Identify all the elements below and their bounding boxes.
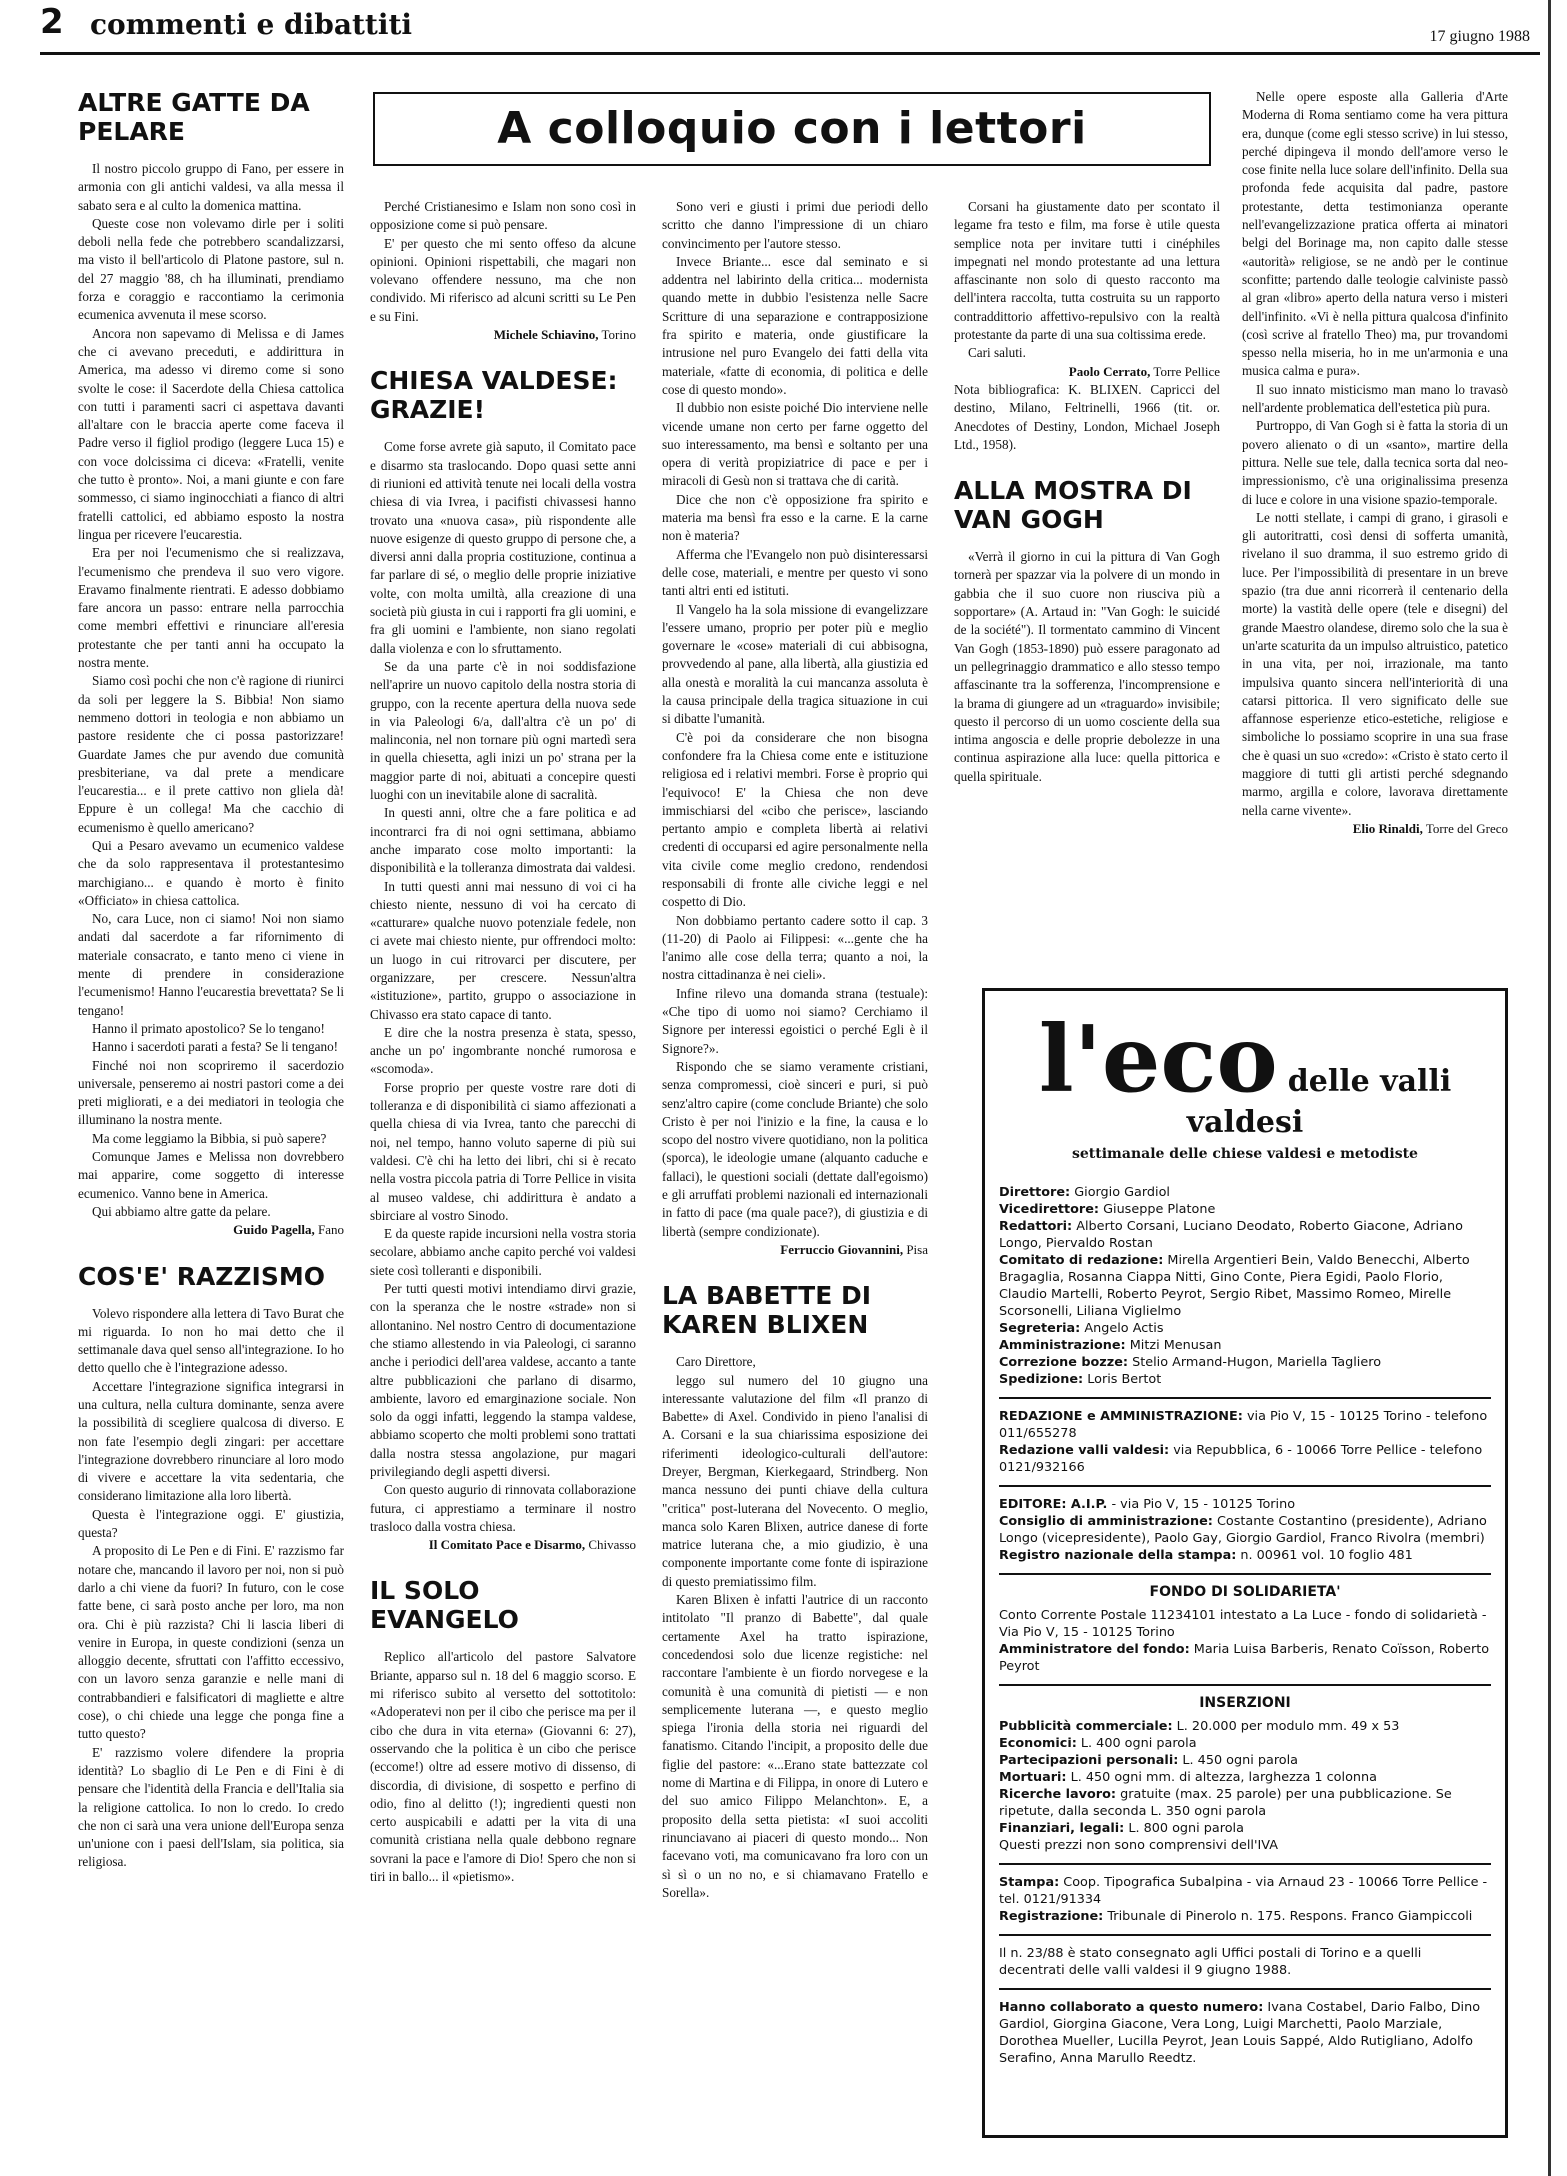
- paragraph: Queste cose non volevamo dirle per i soliti deboli nella fede che potrebbero scandalizzarsi, ma visto il bell'articolo di Platone pastore, sul n. del 27 maggio '88, ch ha illuminati, prendiamo forza e coraggio e raccontiamo la cerimonia ecumenica avvenuta il mese scorso.: [78, 215, 344, 323]
- info-row: Conto Corrente Postale 11234101 intestato a La Luce - fondo di solidarietà - Via Pio V, 15 - 10125 Torino: [999, 1608, 1487, 1640]
- paragraph: Invece Briante... esce dal seminato e si addentra nel labirinto della critica... modernista quando mette in dubbio l'esistenza nelle Sacre Scritture di una separazione e contrapposizione fra spirito e materia, onde giustificare la intrusione nel puro Evangelo dei fatti della vita materiale, «fatte di economia, di politica e delle cose di questo mondo».: [662, 253, 928, 397]
- paragraph: «Verrà il giorno in cui la pittura di Van Gogh tornerà per spazzar via la polvere di un mondo in gabbia che il suo cuore non riusciva più a sopportare» (A. Artaud in: "Van Gogh: le suicidé de la société"). Il tormentato cammino di Vincent Van Gogh (1853-1890) può essere paragonato ad un pellegrinaggio drammatico e allo stesso tempo affascinante tra la sofferenza, l'incomprensione e la brama di giungere ad un «traguardo» invisibile; questo il percorso di un uomo cosciente della sua intima angoscia e delle proprie debolezze in una continua aspirazione alla luce: quella pittorica e quella spirituale.: [954, 549, 1220, 784]
- bibliographic-note: Nota bibliografica: K. BLIXEN. Capricci del destino, Milano, Feltrinelli, 1966 (tit. or. Anecdotes of Destiny, London, Michael Joseph Ltd., 1958).: [954, 381, 1220, 452]
- paragraph: Afferma che l'Evangelo non può disinteressarsi delle cose, materiali, e mentre per questo vi sono tanti altri enti ed istituti.: [662, 546, 928, 599]
- article-body-gatte: [78, 160, 344, 1221]
- paragraph: Nelle opere esposte alla Galleria d'Arte Moderna di Roma sentiamo come ha vera pittura era, dunque (come egli stesso scrive) in lui stesso, perché dipingeva il mondo dell'amore verso le cose finite nella luce solare dell'infinito. Della sua profonda fede acquisita dal padre, pastore protestante, detta testimonianza operante nell'evangelizzazione pratica offerta ai minatori belgi del Borinage ma, non capito dalle stesse «autorità» religiose, se ne andò per le continue sconfitte; partendo dalle teologie calviniste passò al gran «libro» aperto della natura verso i misteri dell'infinito. «Vi è nella pittura qualcosa d'infinito (così scrive al fratello Theo) ma, pur trovandomi spesso nella miseria, ho in me un'armonia e una musica calma e pura».: [1242, 89, 1508, 379]
- info-row: Questi prezzi non sono comprensivi dell'IVA: [999, 1838, 1278, 1853]
- staff-row: Amministrazione: Mitzi Menusan: [999, 1338, 1222, 1353]
- page-edge-line: [1548, 0, 1551, 2176]
- paragraph: Per tutti questi motivi intendiamo dirvi grazie, con la speranza che le nostre «strade» non si allontanino. Nel nostro Centro di documentazione che stiamo allestendo in via Paleologi, ci saranno anche i periodici dell'area valdese, accanto a tante altre pubblicazioni che parlano di disarmo, ambiente, lavoro ed emarginazione sociale. Non solo da oggi infatti, leggendo la stampa valdese, abbiamo scoperto che molti problemi sono trattati dalla nostra stessa angolazione, pur magari privilegiando degli aspetti diversi.: [370, 1281, 636, 1479]
- paragraph: No, cara Luce, non ci siamo! Noi non siamo andati dal sacerdote a far rifornimento di materiale consacrato, e tanto meno ci viene in mente di prendere in considerazione l'ecumenismo! Hanno l'eucarestia brevettata? Se li tengano!: [78, 911, 344, 1018]
- info-row: REDAZIONE e AMMINISTRAZIONE: via Pio V, 15 - 10125 Torino - telefono 011/655278: [999, 1409, 1488, 1441]
- info-row: Amministratore del fondo: Maria Luisa Barberis, Renato Coïsson, Roberto Peyrot: [999, 1642, 1490, 1674]
- signature-evangelo: Ferruccio Giovannini, Pisa: [780, 1241, 928, 1257]
- paragraph: Accettare l'integrazione significa integrarsi in una cultura, nella cultura dominante, senza avere la possibilità di scegliere qualcosa di diverso. E non fate l'esempio degli zingari: per accettare l'integrazione dovrebbero rinunciare al loro modo di vivere e accettare la vita sedentaria, che considerano limitazione alla loro libertà.: [78, 1378, 344, 1504]
- signature-col2top: Michele Schiavino, Torino: [493, 327, 636, 343]
- article-title-evangelo: IL SOLO EVANGELO: [370, 1576, 519, 1635]
- staff-row: Comitato di redazione: Mirella Argentieri Bein, Valdo Benecchi, Alberto Bragaglia, Rosanna Ciappa Nitti, Gino Conte, Piera Egidi, Paolo Florio, Claudio Martelli, Roberto Peyrot, Sergio Ribet, Massimo Romeo, Mirelle Scorsonelli, Liliana Viglielmo: [999, 1253, 1470, 1319]
- fondo-title: FONDO DI SOLIDARIETA': [1149, 1584, 1341, 1600]
- paragraph: Qui abbiamo altre gatte da pelare.: [92, 1203, 271, 1219]
- column-2: [370, 198, 636, 2148]
- paragraph: Perché Cristianesimo e Islam non sono così in opposizione come si può pensare.: [370, 199, 636, 233]
- paragraph: Volevo rispondere alla lettera di Tavo Burat che mi riguarda. Io non ho mai detto che il settimanale dava quel senso all'integrazione. Io ho detto quello che è l'integrazione adesso.: [78, 1305, 344, 1376]
- paragraph: E' per questo che mi sento offeso da alcune opinioni. Opinioni rispettabili, che magari non volevano offendere nessuno, ma che non condivido. Mi riferisco ad alcuni scritti su Le Pen e su Fini.: [370, 235, 636, 324]
- info-row: Ricerche lavoro: gratuite (max. 25 parole) per una pubblicazione. Se ripetute, dalla seconda L. 350 ogni parola: [999, 1787, 1452, 1819]
- article-body-evangelo-part1: [370, 1648, 636, 1886]
- article-body-vangogh-part1: [954, 548, 1220, 786]
- staff-row: Redattori: Alberto Corsani, Luciano Deodato, Roberto Giacone, Adriano Longo, Piervaldo Rostan: [999, 1219, 1463, 1251]
- stampa-info: [999, 1874, 1491, 1925]
- article-body-vangogh-part2: [1242, 88, 1508, 820]
- editore-info: [999, 1496, 1491, 1564]
- staff-row: Spedizione: Loris Bertot: [999, 1372, 1162, 1387]
- paragraph: Qui a Pesaro avevamo un ecumenico valdese che da solo rappresentava il protestantesimo marchigiano... e quando è morto è finito «Officiato» in chiesa cattolica.: [78, 837, 344, 908]
- redazione-info: [999, 1408, 1491, 1476]
- info-row: Redazione valli valdesi: via Repubblica, 6 - 10066 Torre Pellice - telefono 0121/932166: [999, 1443, 1483, 1475]
- inserzioni-title: INSERZIONI: [1199, 1695, 1291, 1711]
- collaboratori: Hanno collaborato a questo numero: Ivana Costabel, Dario Falbo, Dino Gardiol, Giorgina Giacone, Vera Long, Luigi Marchetti, Paolo Marziale, Dorothea Mueller, Lucilla Peyrot, Jean Louis Sappé, Aldo Rutigliano, Adolfo Serafino, Anna Marullo Reedtz.: [999, 2000, 1481, 2066]
- info-row: Registro nazionale della stampa: n. 00961 vol. 10 foglio 481: [999, 1548, 1413, 1563]
- paragraph: Il dubbio non esiste poiché Dio interviene nelle vicende umane non certo per farne oggetto del suo interessamento, ma bensì e soltanto per una opera di verità propiziatrice di pace e per i miracoli di Gesù non si trattava che di carità.: [662, 400, 928, 489]
- section-title: commenti e dibattiti: [90, 8, 413, 41]
- info-row: Partecipazioni personali: L. 450 ogni parola: [999, 1753, 1299, 1768]
- divider: [999, 1397, 1491, 1399]
- article-title-babette: LA BABETTE DI KAREN BLIXEN: [662, 1281, 872, 1340]
- issue-date: 17 giugno 1988: [1429, 28, 1530, 45]
- info-row: Registrazione: Tribunale di Pinerolo n. 175. Respons. Franco Giampiccoli: [999, 1909, 1473, 1924]
- paragraph: Corsani ha giustamente dato per scontato il legame fra testo e film, ma forse è utile questa semplice nota per invitare tutti i cinéphiles impegnati nel mondo protestante ad una lettura affascinante non solo di questo racconto ma dell'intera raccolta, tutta costruita su un rapporto contraddittorio affettivo-repulsivo con la realtà protestante da parte di una sua coltissima erede.: [954, 199, 1220, 343]
- masthead-box: [982, 988, 1508, 2138]
- paragraph: E da queste rapide incursioni nella vostra storia secolare, abbiamo anche capito perché voi valdesi siete così tolleranti e disponibili.: [370, 1226, 636, 1278]
- paragraph: Il nostro piccolo gruppo di Fano, per essere in armonia con gli antichi valdesi, va alla messa il sabato sera e al culto la domenica mattina.: [78, 161, 344, 213]
- paragraph: Dice che non c'è opposizione fra spirito e materia ma bensì fra esso e la carne. E la carne non è materia?: [662, 491, 928, 544]
- info-row: Consiglio di amministrazione: Costante Costantino (presidente), Adriano Longo (vicepresidente), Paolo Gay, Giorgio Gardiol, Franco Rivolra (membri): [999, 1514, 1487, 1546]
- signature-vangogh: Elio Rinaldi, Torre del Greco: [1352, 820, 1508, 836]
- paragraph: Hanno il primato apostolico? Se lo tengano!: [92, 1020, 325, 1036]
- consegna-note: Il n. 23/88 è stato consegnato agli Uffici postali di Torino e a quelli decentrati delle valli valdesi il 9 giugno 1988.: [999, 1946, 1422, 1978]
- article-body-razzismo: [78, 1305, 344, 1872]
- paragraph: Non dobbiamo pertanto cadere sotto il cap. 3 (11-20) di Paolo ai Filippesi: «...gente che ha l'animo alle cose della terra; quanto a noi, la nostra cittadinanza è nei cieli».: [662, 912, 928, 983]
- banner-box: [373, 92, 1211, 166]
- column-1: [78, 88, 344, 2148]
- paragraph: Se da una parte c'è in noi soddisfazione nell'aprire un nuovo capitolo della nostra storia di gruppo, con la recente apertura della nuova sede in via Paleologi 6/a, dall'altra c'è un po' di malinconia, nel non tornare più ogni martedì sera in quella chiesetta, agli inizi un po' strana per la maggior parte di noi, abituati a concepire questi luoghi con un inevitabile alone di sacralità.: [370, 658, 636, 803]
- paragraph: Siamo così pochi che non c'è ragione di riunirci da soli per leggere la S. Bibbia! Non siamo nemmeno dottori in teologia e non abbiamo un pastore residente che ci possa pastorizzare! Guardate James che pur avendo due comunità presbiteriane, va dal prete a mendicare l'eucarestia... e il prete cattivo non gliela dà! Eppure è un collega! Ma che cacchio di ecumenismo è quello americano?: [78, 673, 344, 835]
- info-row: Pubblicità commerciale: L. 20.000 per modulo mm. 49 x 53: [999, 1719, 1400, 1734]
- paragraph: Comunque James e Melissa non dovrebbero mai apparire, come soggetto di interesse ecumenico. Vanno bene in America.: [78, 1149, 344, 1201]
- paragraph: Come forse avrete già saputo, il Comitato pace e disarmo sta traslocando. Dopo quasi sette anni di riunioni ed attività tenute nei locali della vostra chiesa di via Ivrea, i pacifisti chivassesi hanno trovato una «nuova casa», più rispondente alle nuove esigenze di questo gruppo di persone che, a diversi anni dalla propria costituzione, continua a far parlare di sé, o meglio delle proprie iniziative volte, con molta umiltà, alla creazione di una società più giusta in cui i rapporti fra gli uomini, e fra gli uomini e l'ambiente, non siano regolati dalla violenza e con lo sfruttamento.: [370, 439, 636, 656]
- banner-title: A colloquio con i lettori: [497, 103, 1087, 154]
- info-row: Mortuari: L. 450 ogni mm. di altezza, larghezza 1 colonna: [999, 1770, 1377, 1785]
- staff-row: Segreteria: Angelo Actis: [999, 1321, 1164, 1336]
- paragraph: Purtroppo, di Van Gogh si è fatta la storia di un povero alienato o di un «santo», martire della pittura. Nelle sue tele, dalla tecnica sorta dal neo-impressionismo, c'è una originalissima presenza di luce e colore in una visione spazio-temporale.: [1242, 418, 1508, 507]
- info-row: Economici: L. 400 ogni parola: [999, 1736, 1197, 1751]
- info-row: Finanziari, legali: L. 800 ogni parola: [999, 1821, 1244, 1836]
- paragraph: Sono veri e giusti i primi due periodi dello scritto che danno l'impressione di un chiaro convincimento per l'autore stesso.: [662, 199, 928, 251]
- staff-row: Correzione bozze: Stelio Armand-Hugon, Mariella Tagliero: [999, 1355, 1382, 1370]
- article-title-vangogh: ALLA MOSTRA DI VAN GOGH: [954, 476, 1192, 535]
- column-4: [954, 198, 1220, 963]
- paragraph: Questa è l'integrazione oggi. E' giustizia, questa?: [78, 1506, 344, 1541]
- divider: [999, 1573, 1491, 1575]
- paragraph: Ma come leggiamo la Bibbia, si può sapere?: [92, 1130, 327, 1146]
- staff-row: Vicedirettore: Giuseppe Platone: [999, 1202, 1216, 1217]
- page-number: 2: [40, 2, 64, 42]
- staff-row: Direttore: Giorgio Gardiol: [999, 1185, 1170, 1200]
- signature-chiesa: Il Comitato Pace e Disarmo, Chivasso: [428, 1537, 636, 1553]
- paragraph: Forse proprio per queste vostre rare doti di tolleranza e di disponibilità ci siamo affezionati a quella chiesa di via Ivrea, tanto che parecchi di noi, nel tempo, hanno voluto saperne di più sui valdesi. C'è chi ha letto dei libri, chi si è recato nella vostra piccola patria di Torre Pellice in visita al museo valdese, chi addirittura è andato a sbirciare al vostro Sinodo.: [370, 1079, 636, 1223]
- paragraph: Con questo augurio di rinnovata collaborazione futura, ci apprestiamo a terminare il nostro trasloco dalla vostra chiesa.: [370, 1482, 636, 1534]
- column-3: [662, 198, 928, 2148]
- article-title-chiesa: CHIESA VALDESE: GRAZIE!: [370, 366, 618, 425]
- fondo-info: [999, 1607, 1491, 1675]
- staff-list: [999, 1184, 1491, 1388]
- info-row: Stampa: Coop. Tipografica Subalpina - via Arnaud 23 - 10066 Torre Pellice - tel. 0121/91334: [999, 1875, 1488, 1907]
- divider: [999, 1863, 1491, 1865]
- paragraph: Era per noi l'ecumenismo che si realizzava, l'ecumenismo che prendeva il suo vero vigore. Eravamo finalmente rientrati. E adesso dobbiamo fare ancora un passo: entrare nella parrocchia come membri effettivi e rinunciare all'eresia protestante che per tanti anni ha occupato la nostra mente.: [78, 545, 344, 671]
- paragraph: Hanno i sacerdoti parati a festa? Se li tengano!: [92, 1039, 339, 1055]
- info-row: EDITORE: A.I.P. - via Pio V, 15 - 10125 Torino: [999, 1497, 1296, 1512]
- paragraph: In tutti questi anni mai nessuno di voi ci ha chiesto niente, nessuno di voi ha cercato di «catturare» qualche nuovo potenziale fedele, non ci avete mai chiesto niente, pur offrendoci molto: un luogo in cui ritrovarci per discutere, per organizzare, per crescere. Nessun'altra «istituzione», partito, gruppo o associazione in Chivasso era stato capace di tanto.: [370, 878, 636, 1022]
- paragraph: Ancora non sapevamo di Melissa e di James che ci avevano preceduti, e addirittura in America, ma adesso vi diremo come si sono svolte le cose: il Sacerdote della Chiesa cattolica con tutti i paramenti sacri ci aspettava davanti all'altare con le braccia aperte come faceva il Padre verso il figliol prodigo (leggere Luca 15) e con voce dolcissima ci diceva: «Fratelli, venite che tutto è pronto». Noi, a mani giunte e con fare sommesso, ci siamo inginocchiati a fianco di altri fratelli cattolici, ed abbiamo esposto la nostra lingua per ricevere l'eucarestia.: [78, 325, 344, 542]
- paragraph: Il Vangelo ha la sola missione di evangelizzare l'essere umano, proprio per poter più e meglio governare le «cose» materiali di cui abbisogna, provvedendo al pane, alla libertà, alla giustizia ed alla onestà e moralità la cui mancanza assoluta è la causa principale della tragica situazione in cui si dibatte l'umanità.: [662, 601, 928, 727]
- article-title-gatte: ALTRE GATTE DA PELARE: [78, 88, 310, 146]
- masthead-logo: [999, 1005, 1491, 1140]
- article-body-chiesa: [370, 438, 636, 1536]
- divider: [999, 1934, 1491, 1936]
- paragraph: A proposito di Le Pen e di Fini. E' razzismo far notare che, mancando il lavoro per noi, non si può darlo a chi viene da fuori? In futuro, con le cose fatte bene, ci sarà posto anche per loro, ma non ora. Chi è più razzista? Chi li lascia liberi di venire in Europa, in queste condizioni (senza un alloggio decente, sfruttati con l'affitto eccessivo, con un lavoro senza garanzie e nelle mani di contrabbandieri e falsificatori di magliette e altre cose), o chi chiede una legge che ponga fine a tutto questo?: [78, 1543, 344, 1742]
- paragraph: Caro Direttore,: [676, 1354, 756, 1370]
- paragraph: E' razzismo volere difendere la propria identità? Lo sbaglio di Le Pen e di Fini è di pensare che l'identità della Francia e dell'Italia sia la religione cattolica. Io non lo credo. Io credo che non ci sarà una vera unione dell'Europa senza un'unione con i paesi dell'Islam, sia politica, sia religiosa.: [78, 1744, 344, 1870]
- divider: [999, 1485, 1491, 1487]
- paragraph: Karen Blixen è infatti l'autrice di un racconto intitolato "Il pranzo di Babette", dal quale certamente Axel ha tratto ispirazione, concedendosi solo due licenze registiche: nel raccontare l'ambiente è un fiordo norvegese e la comunità è una comunità di pietisti — e non semplicemente luterana —, e questo meglio spiega l'ironia della storia nei riguardi del fanatismo. Citando l'incipit, a proposito delle due figlie del pastore: «...Erano state battezzate col nome di Martina e di Filippa, in onore di Lutero e del suo amico Filippo Melanchton». E, a proposito della setta pietista: «I suoi accoliti rinunciavano ai piaceri di questo mondo... Non facevano voti, ma comunicavano fra loro con un sì sì o un no no, e si chiamavano Fratello e Sorella».: [662, 1592, 928, 1900]
- paragraph: Replico all'articolo del pastore Salvatore Briante, apparso sul n. 18 del 6 maggio scorso. E mi riferisco subito al versetto del sottotitolo: «Adoperatevi non per il cibo che perisce ma per il cibo che dura in vita eterna» (Giovanni 6: 27), osservando che la politica è un cibo che perisce (eccome!) oltre ad essere motivo di dissenso, di discordia, di divisione, di sospetto e perfino di odio, fino al delitto (!); ingredienti questi non certo auspicabili e adatti per la vita di una comunità cristiana nella quale debbono regnare sovrani la pace e l'amore di Dio! Spero che non si tiri in ballo... il «pietismo».: [370, 1649, 636, 1885]
- page-header: [40, 2, 1540, 55]
- paragraph: E dire che la nostra presenza è stata, spesso, anche un po' ingombrante nonché rumorosa e «scomoda».: [370, 1024, 636, 1077]
- masthead-subtitle: settimanale delle chiese valdesi e metodiste: [1072, 1146, 1418, 1162]
- divider: [999, 1684, 1491, 1686]
- paragraph: Le notti stellate, i campi di grano, i girasoli e gli autoritratti, così densi di sofferta umanità, rivelano il suo dramma, il suo estremo grido di luce. Per l'impossibilità di presentare in un breve spazio (tra due anni ricorrerà il centenario della morte) la vastità delle opere (tele e disegni) del grande Maestro olandese, diremo solo che la sua è un'arte scaturita da un impulso altruistico, patetico in una vita, per noi, irrazionale, ma tanto impulsiva quanto sincera nell'interiorità di una catarsi pittorica. Il vero significato delle sue affannose esperienze etico-estetiche, religiose e simboliche lo possiamo scoprire in una sua frase che è quasi un suo «credo»: «Cristo è stato certo il maggiore di tutti gli artisti perché sdegnando marmo, argilla e colore, lavorava direttamente nella carne vivente».: [1242, 509, 1508, 818]
- column-5: [1242, 88, 1508, 968]
- paragraph: Cari saluti.: [968, 345, 1026, 361]
- inserzioni-info: [999, 1718, 1491, 1854]
- logo-valli: delle valli valdesi: [1186, 1064, 1452, 1140]
- paragraph: Finché noi non scopriremo il sacerdozio universale, penseremo ai nostri pastori come a dei preti migliorati, e a dei mediatori in teologia che illuminano la nostra mente.: [78, 1057, 344, 1128]
- article-title-razzismo: COS'E' RAZZISMO: [78, 1261, 325, 1291]
- article-body-babette-part1: [662, 1353, 928, 1902]
- divider: [999, 1988, 1491, 1990]
- signature-babette: Paolo Cerrato, Torre Pellice: [1068, 363, 1220, 379]
- paragraph: In questi anni, oltre che a fare politica e ad incontrarci fra di noi ogni settimana, abbiamo anche imparato cose molto importanti: la disponibilità e la tolleranza dimostrata dai valdesi.: [370, 805, 636, 876]
- signature-gatte: Guido Pagella, Fano: [233, 1222, 344, 1238]
- paragraph: Infine rilevo una domanda strana (testuale): «Che tipo di uomo noi siamo? Cerchiamo il Signore per interessi egoistici o perché Egli è il Signore?».: [662, 985, 928, 1056]
- paragraph: Rispondo che se siamo veramente cristiani, senza compromessi, cioè sinceri e puri, si può senz'altro capire (come conclude Briante) che solo Cristo è per noi l'inizio e la fine, la causa e lo scopo del nostro vivere quotidiano, non la politica (sporca), le ideologie umane (alquanto caduche e fallaci), le questioni sociali (dettate dall'egoismo) e gli arruffati problemi nazionali ed internazionali in fatto di pace (ma quale pace?), di giustizia e di libertà (sempre condizionate).: [662, 1058, 928, 1239]
- logo-eco: l'eco: [1038, 1005, 1278, 1113]
- article-body-babette-part2: [954, 198, 1220, 363]
- paragraph: C'è poi da considerare che non bisogna confondere fra la Chiesa come ente e istituzione religiosa ed i relativi membri. Forse è proprio qui l'equivoco! E' la Chiesa che non deve immischiarsi del «cibo che perisce», lasciando pertanto ampio e completa libertà ai relativi credenti di occuparsi ed agire personalmente nella vita civile come meglio credono, rendendosi responsabili di fronte alle civiche leggi e nel cospetto di Dio.: [662, 729, 928, 910]
- article-body-col2top: [370, 198, 636, 326]
- paragraph: leggo sul numero del 10 giugno una interessante valutazione del film «Il pranzo di Babette» di Axel. Condivido in pieno l'analisi di A. Corsani e la sua chiarissima esposizione dei riferimenti ideologico-culturali dell'autore: Dreyer, Bergman, Kierkegaard, Strindberg. Non manca nessuno dei punti chiave della cultura "critica" post-luterana del Novecento. O meglio, manca solo Karen Blixen, autrice danese di forte matrice luterana che, a mio giudizio, è una componente importante come fonte di ispirazione di questo premiatissimo film.: [662, 1372, 928, 1589]
- paragraph: Il suo innato misticismo man mano lo travasò nell'ardente problematica dell'estetica più pura.: [1242, 381, 1508, 416]
- article-body-evangelo-part2: [662, 198, 928, 1241]
